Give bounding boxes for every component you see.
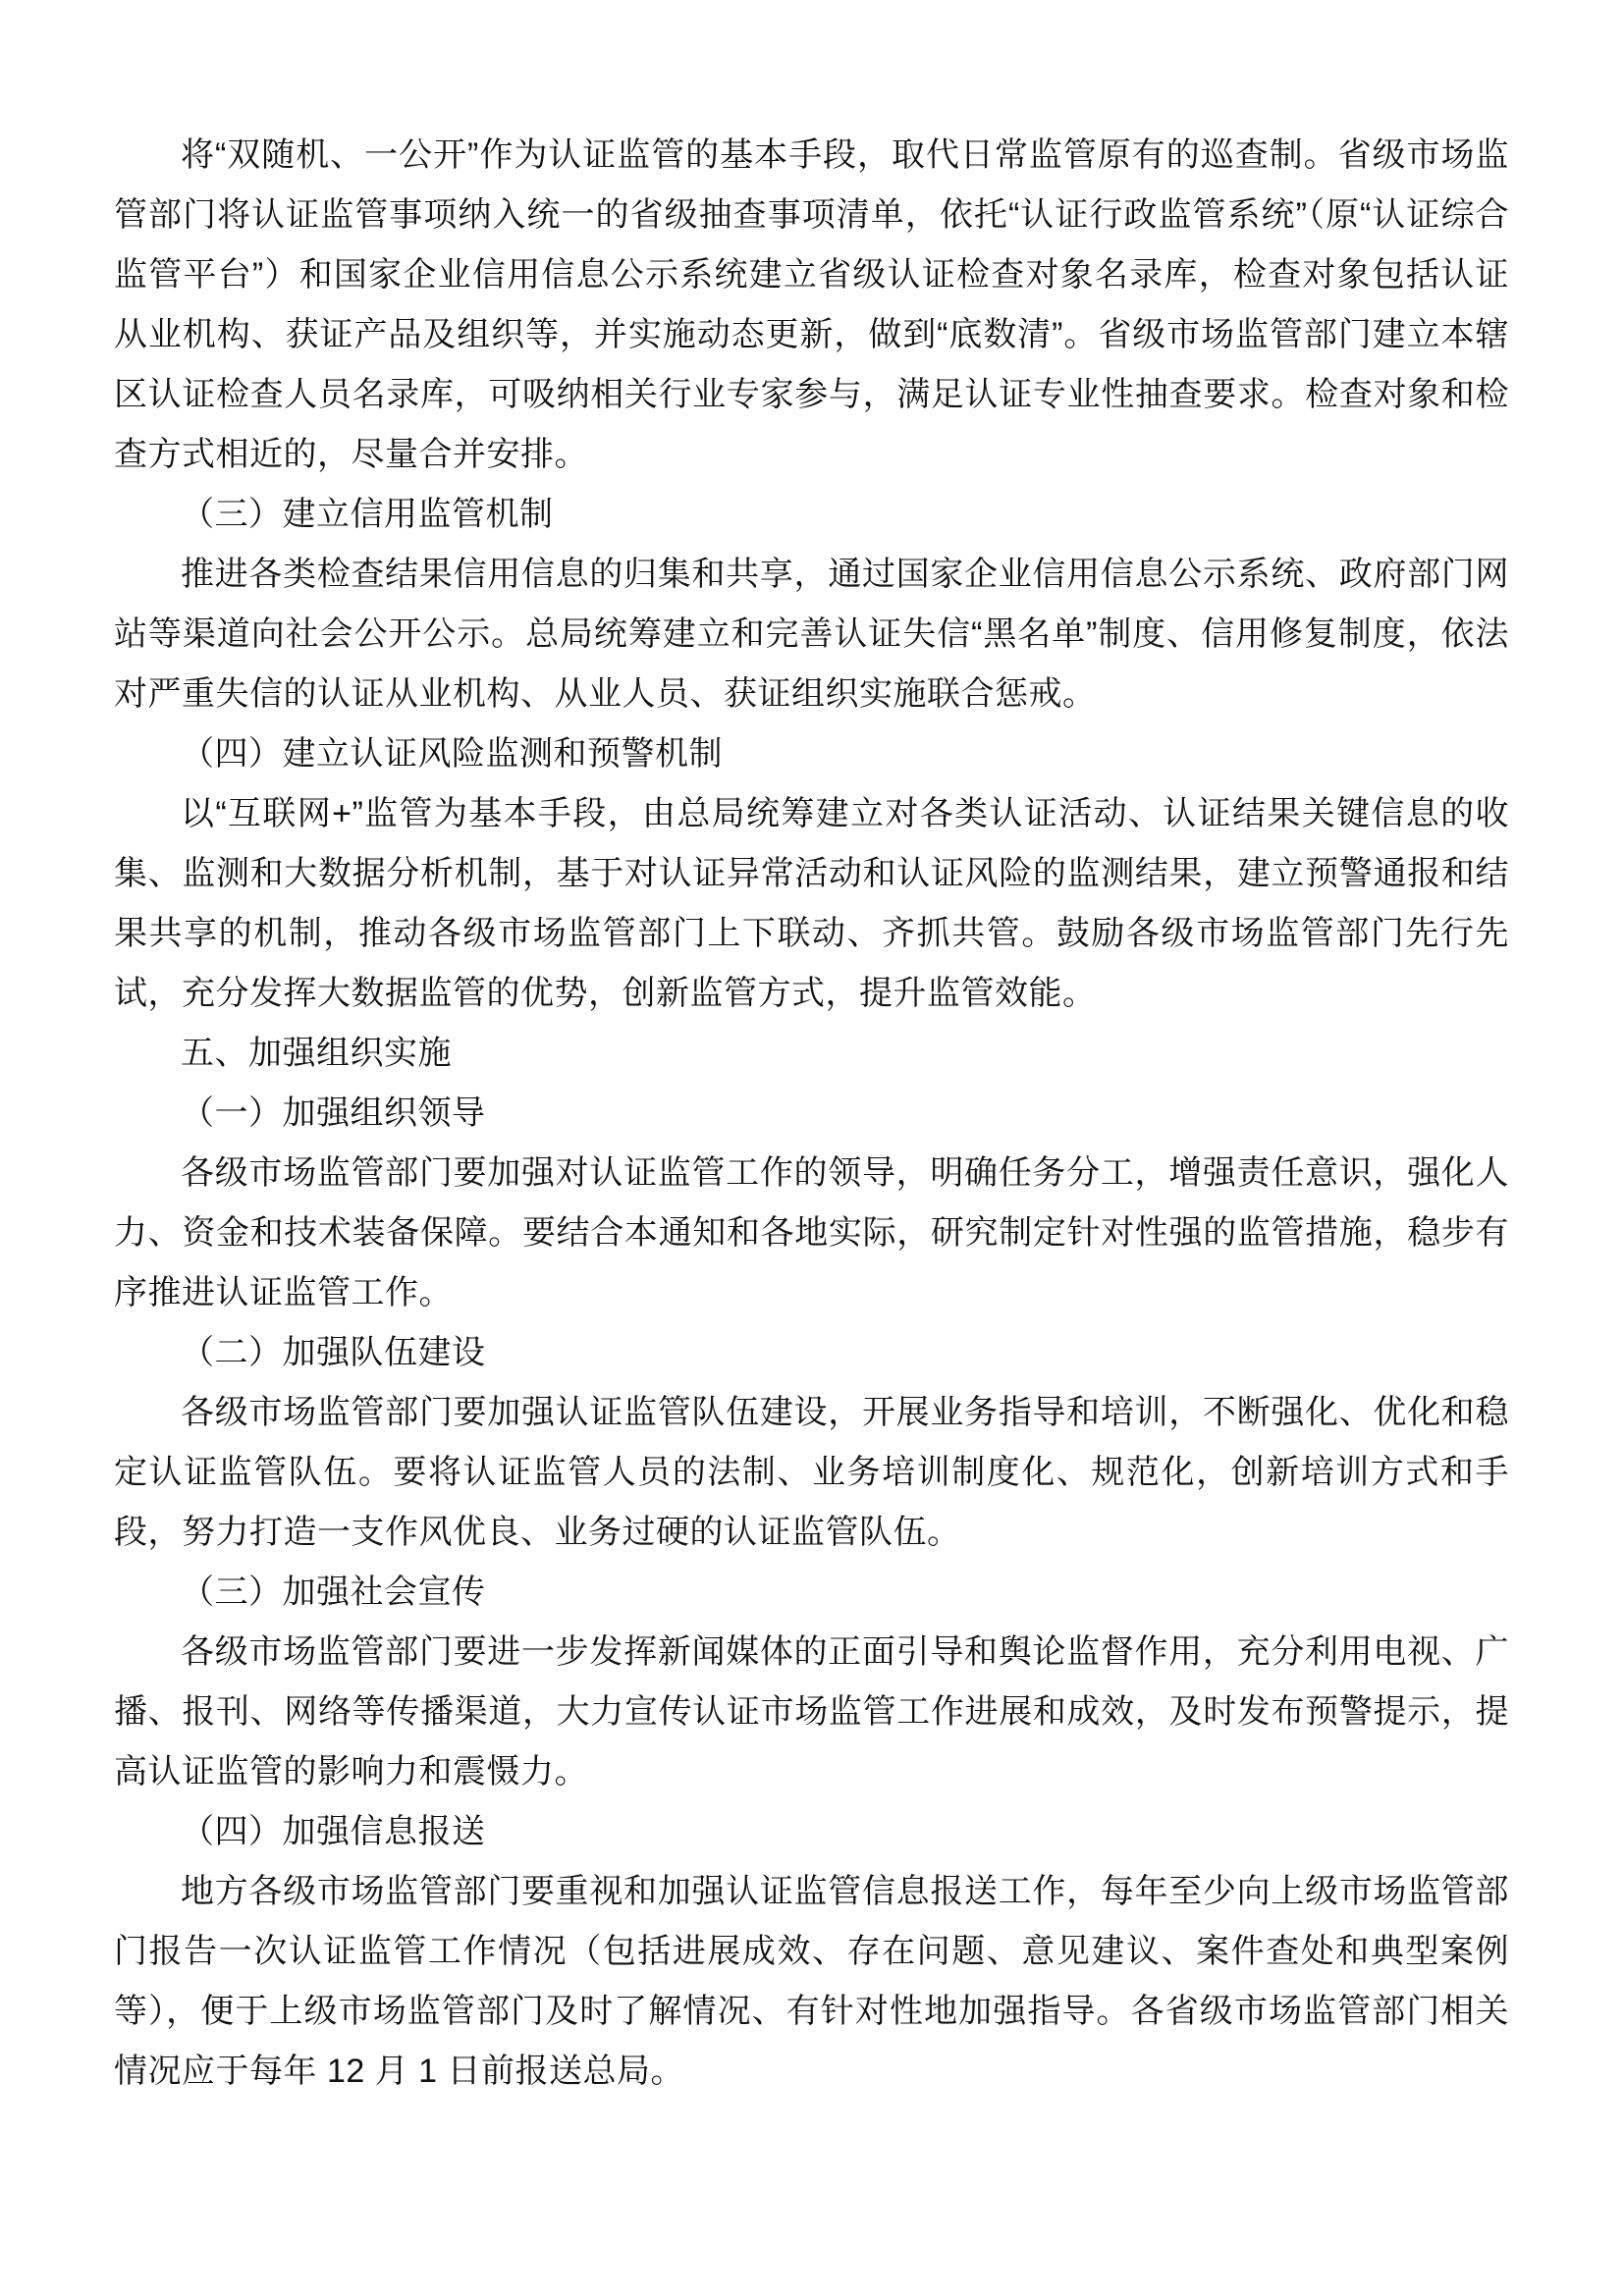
paragraph-organization-leadership: 各级市场监管部门要加强对认证监管工作的领导，明确任务分工，增强责任意识，强化人力、资金和技术装备保障。要结合本通知和各地实际，研究制定针对性强的监管措施，稳步有序推进认证监管工作。 — [114, 1154, 1509, 1311]
section-heading-credit-supervision: （三）建立信用监管机制 — [181, 496, 554, 533]
paragraph-team-building: 各级市场监管部门要加强认证监管队伍建设，开展业务指导和培训，不断强化、优化和稳定认证监管队伍。要将认证监管人员的法制、业务培训制度化、规范化，创新培训方式和手段，努力打造一支作风优良、业务过硬的认证监管队伍。 — [114, 1394, 1509, 1551]
paragraph-dual-random-inspection: 将“双随机、一公开”作为认证监管的基本手段，取代日常监管原有的巡查制。省级市场监管部门将认证监管事项纳入统一的省级抽查事项清单，依托“认证行政监管系统”（原“认证综合监管平台”）和国家企业信用信息公示系统建立省级认证检查对象名录库，检查对象包括认证从业机构、获证产品及组织等，并实施动态更新，做到“底数清”。省级市场监管部门建立本辖区认证检查人员名录库，可吸纳相关行业专家参与，满足认证专业性抽查要求。检查对象和检查方式相近的，尽量合并安排。 — [114, 136, 1509, 473]
section-heading-organization-implementation: 五、加强组织实施 — [181, 1035, 452, 1072]
paragraph-public-awareness: 各级市场监管部门要进一步发挥新闻媒体的正面引导和舆论监督作用，充分利用电视、广播、报刊、网络等传播渠道，大力宣传认证市场监管工作进展和成效，及时发布预警提示，提高认证监管的影响力和震慑力。 — [114, 1633, 1509, 1790]
paragraph-risk-monitoring: 以“互联网+”监管为基本手段，由总局统筹建立对各类认证活动、认证结果关键信息的收集、监测和大数据分析机制，基于对认证异常活动和认证风险的监测结果，建立预警通报和结果共享的机制，推动各级市场监管部门上下联动、齐抓共管。鼓励各级市场监管部门先行先试，充分发挥大数据监管的优势，创新监管方式，提升监管效能。 — [114, 795, 1509, 1012]
section-heading-information-reporting: （四）加强信息报送 — [181, 1813, 486, 1850]
section-heading-risk-monitoring: （四）建立认证风险监测和预警机制 — [181, 735, 723, 773]
section-heading-public-awareness: （三）加强社会宣传 — [181, 1574, 486, 1611]
section-heading-organization-leadership: （一）加强组织领导 — [181, 1095, 486, 1132]
paragraph-credit-supervision: 推进各类检查结果信用信息的归集和共享，通过国家企业信用信息公示系统、政府部门网站等渠道向社会公开公示。总局统筹建立和完善认证失信“黑名单”制度、信用修复制度，依法对严重失信的认证从业机构、从业人员、获证组织实施联合惩戒。 — [114, 556, 1509, 713]
section-heading-team-building: （二）加强队伍建设 — [181, 1334, 486, 1371]
paragraph-information-reporting: 地方各级市场监管部门要重视和加强认证监管信息报送工作，每年至少向上级市场监管部门报告一次认证监管工作情况（包括进展成效、存在问题、意见建议、案件查处和典型案例等），便于上级市场监管部门及时了解情况、有针对性地加强指导。各省级市场监管部门相关情况应于每年 12 月 1 日前报送总局。 — [114, 1873, 1509, 2090]
document-body — [114, 126, 1509, 2102]
